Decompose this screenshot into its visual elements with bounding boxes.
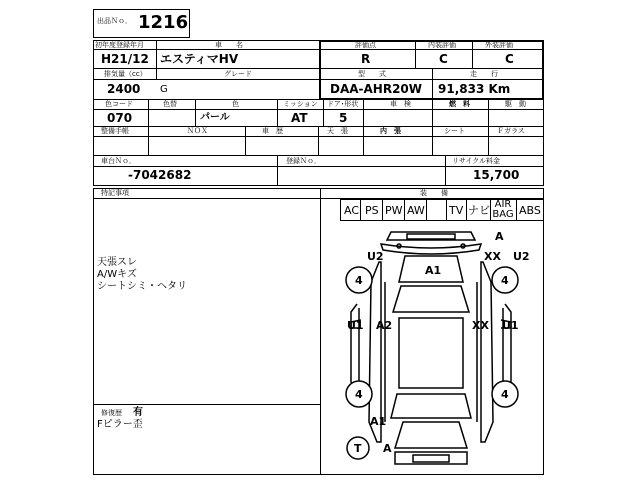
transmission-label: ミッション bbox=[283, 100, 318, 108]
first-reg-label: 初年度登録年月 bbox=[95, 41, 144, 49]
divider bbox=[446, 199, 447, 221]
notes-label: 特記事項 bbox=[101, 189, 129, 197]
manual-label: 整備手帳 bbox=[101, 127, 129, 135]
mark-xx-top: XX bbox=[484, 250, 501, 263]
interior-grade-value: C bbox=[439, 52, 448, 66]
divider bbox=[432, 126, 433, 156]
front-grille bbox=[407, 234, 455, 239]
divider bbox=[93, 404, 320, 405]
transmission-value: AT bbox=[291, 111, 308, 125]
car-name-value: エスティマHV bbox=[160, 52, 239, 66]
inspection-label: 車 検 bbox=[390, 100, 411, 108]
first-reg-value: H21/12 bbox=[101, 52, 149, 66]
roof-label: 天 張 bbox=[327, 127, 348, 135]
mark-xx-mid: XX bbox=[472, 319, 489, 332]
tailgate bbox=[395, 422, 467, 448]
divider bbox=[466, 199, 467, 221]
model-label: 型 式 bbox=[358, 70, 386, 78]
divider bbox=[323, 99, 324, 127]
mark-a1-bottom: A1 bbox=[370, 415, 387, 428]
lot-number: 1216 bbox=[138, 12, 189, 33]
equipment-label: 装 備 bbox=[420, 189, 448, 197]
spare-tire-mark: T bbox=[354, 442, 362, 455]
divider bbox=[277, 99, 278, 127]
lot-number-label: 出品Ｎｏ． bbox=[97, 17, 132, 25]
chassis-value: -7042682 bbox=[128, 168, 192, 182]
mark-u1-left: U1 bbox=[347, 319, 364, 332]
divider bbox=[490, 199, 491, 221]
notes-text: 天張スレ A/Wキズ シートシミ・ヘタリ bbox=[97, 257, 187, 292]
color-code-value: 070 bbox=[107, 111, 133, 125]
divider bbox=[415, 40, 416, 69]
divider bbox=[488, 99, 489, 127]
mark-front-a: A bbox=[495, 230, 504, 243]
mark-roof-a1: A1 bbox=[425, 264, 442, 277]
divider bbox=[148, 126, 149, 156]
divider bbox=[404, 199, 405, 221]
recycle-value: 15,700 bbox=[473, 168, 520, 182]
color-label: 色 bbox=[232, 100, 239, 108]
color-code-label: 色コード bbox=[105, 100, 133, 108]
exterior-grade-label: 外装評価 bbox=[485, 41, 513, 49]
mark-rear-a: A bbox=[383, 442, 392, 455]
divider bbox=[93, 109, 544, 110]
divider bbox=[360, 199, 361, 221]
mileage-label: 走 行 bbox=[470, 70, 498, 78]
divider bbox=[516, 199, 517, 221]
rear-window bbox=[391, 394, 471, 418]
equip-ps: PS bbox=[365, 204, 379, 217]
exterior-grade-value: C bbox=[505, 52, 514, 66]
interior-panel-label: 内 張 bbox=[380, 127, 401, 135]
fuel-label: 燃 料 bbox=[449, 100, 470, 108]
chassis-label: 車台Ｎｏ． bbox=[101, 157, 136, 165]
mark-u1-right: U1 bbox=[502, 319, 519, 332]
color-change-label: 色替 bbox=[163, 100, 177, 108]
equip-navi: ナビ bbox=[468, 204, 490, 217]
right-doors bbox=[505, 304, 511, 390]
model-value: DAA-AHR20W bbox=[330, 82, 423, 96]
repair-note: Fピラー歪 bbox=[97, 419, 143, 430]
car-name-label: 車 名 bbox=[215, 41, 243, 49]
divider bbox=[245, 126, 246, 156]
displacement-value: 2400 bbox=[107, 82, 141, 96]
repair-history-value: 有 bbox=[133, 407, 143, 418]
divider bbox=[488, 126, 489, 156]
grade-label: グレード bbox=[224, 70, 252, 78]
divider bbox=[318, 126, 319, 156]
divider bbox=[432, 68, 433, 100]
drive-label: 駆 動 bbox=[505, 100, 526, 108]
car-damage-diagram bbox=[321, 222, 543, 474]
tire-rear-right-mark: 4 bbox=[501, 388, 509, 401]
divider bbox=[445, 155, 446, 186]
score-label: 評価点 bbox=[355, 41, 376, 49]
equip-pw: PW bbox=[385, 204, 403, 217]
mark-a2: A2 bbox=[376, 319, 393, 332]
seat-label: シート bbox=[444, 127, 465, 135]
interior-grade-label: 内装評価 bbox=[428, 41, 456, 49]
equip-ac: AC bbox=[344, 204, 360, 217]
license-plate bbox=[413, 455, 449, 462]
divider bbox=[148, 99, 149, 127]
tire-front-left-mark: 4 bbox=[355, 274, 363, 287]
divider bbox=[472, 40, 473, 69]
front-bumper-detail bbox=[381, 244, 481, 254]
mark-u2-left: U2 bbox=[367, 250, 384, 263]
displacement-label: 排気量（cc） bbox=[104, 70, 147, 78]
divider bbox=[195, 99, 196, 127]
divider bbox=[382, 199, 383, 221]
mark-u2-right: U2 bbox=[513, 250, 530, 263]
history-label: 車 歴 bbox=[262, 127, 283, 135]
roof bbox=[399, 318, 463, 388]
left-doors bbox=[351, 304, 357, 390]
mileage-value: 91,833 Km bbox=[438, 82, 511, 96]
grade-value: G bbox=[160, 84, 168, 95]
equip-aw: AW bbox=[407, 204, 425, 217]
equip-abs: ABS bbox=[519, 204, 541, 217]
tire-rear-left-mark: 4 bbox=[355, 388, 363, 401]
divider bbox=[426, 199, 427, 221]
score-value: R bbox=[361, 52, 371, 66]
divider bbox=[156, 40, 157, 79]
divider bbox=[93, 166, 544, 167]
divider bbox=[363, 99, 364, 127]
door-shape-value: 5 bbox=[339, 111, 348, 125]
equip-tv: TV bbox=[449, 204, 464, 217]
windshield bbox=[393, 286, 469, 312]
equip-airbag: AIR BAG bbox=[492, 199, 514, 220]
tire-front-right-mark: 4 bbox=[501, 274, 509, 287]
fglass-label: Ｆガラス bbox=[497, 127, 525, 135]
divider bbox=[363, 126, 364, 156]
recycle-label: リサイクル料金 bbox=[452, 157, 501, 165]
nox-label: ＮＯＸ bbox=[187, 127, 208, 135]
divider bbox=[432, 99, 433, 127]
right-side bbox=[481, 262, 493, 442]
repair-history-label: 修復歴 bbox=[101, 409, 122, 417]
divider bbox=[277, 155, 278, 186]
door-shape-label: ドア･形状 bbox=[327, 100, 359, 108]
color-value: パール bbox=[200, 112, 230, 123]
reg-no-label: 登録Ｎｏ． bbox=[286, 157, 321, 165]
